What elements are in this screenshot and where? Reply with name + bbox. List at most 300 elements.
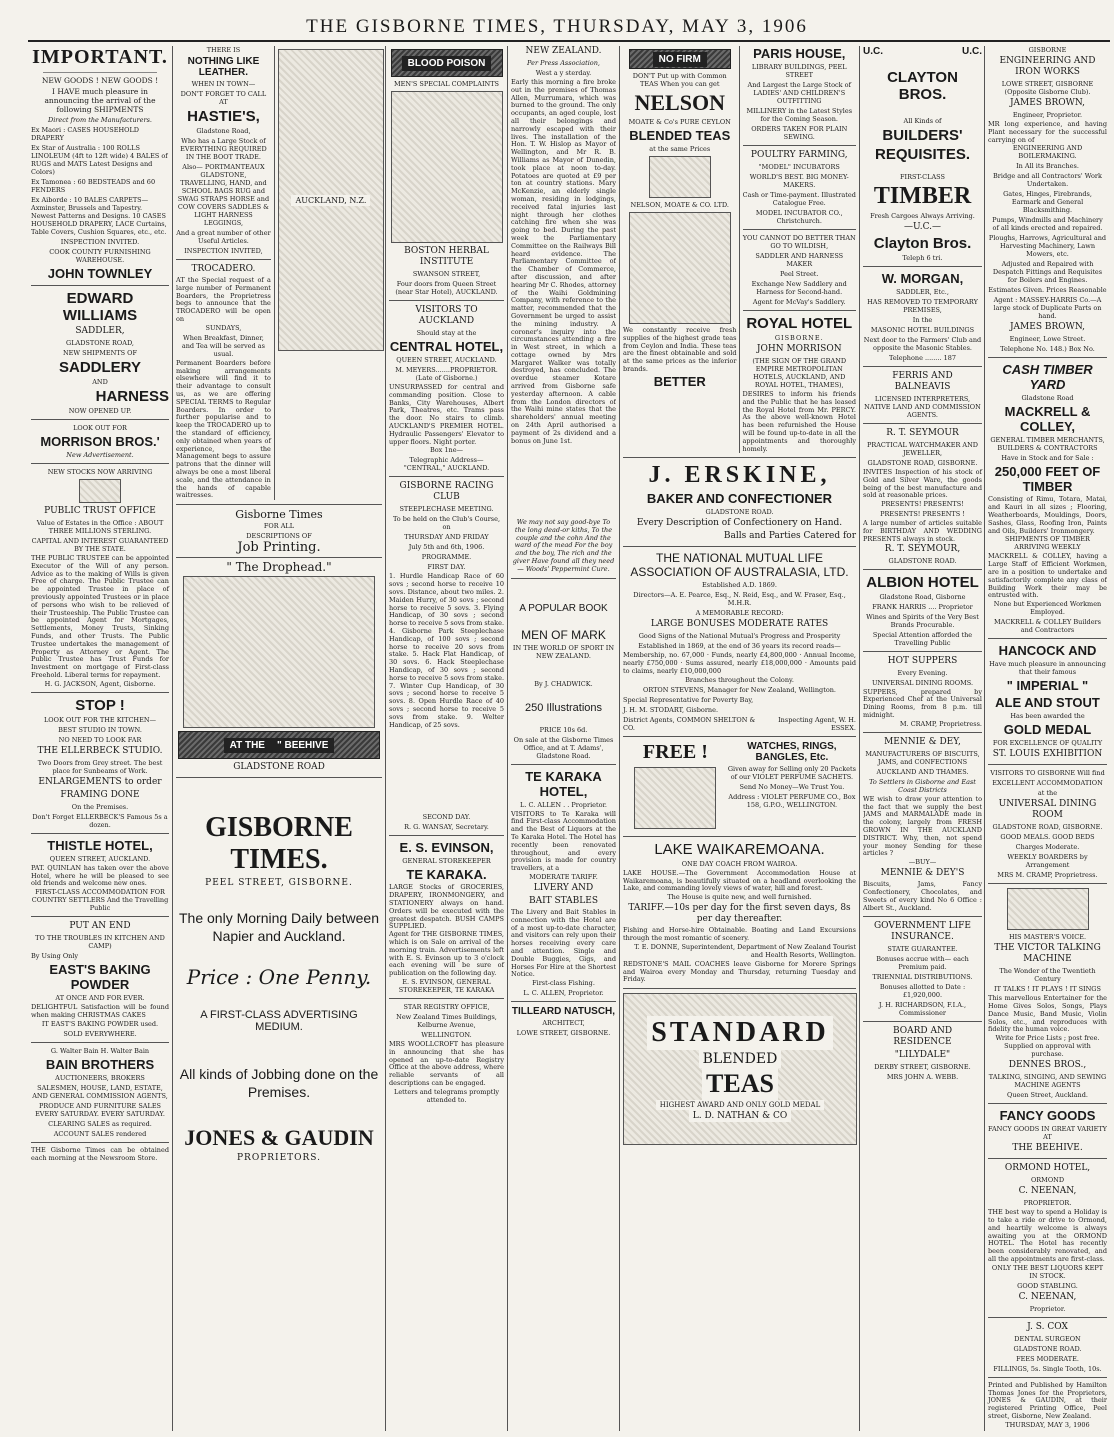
account: ACCOUNT SALES rendered [53,1129,147,1138]
great-number: And a great number of other Useful Articles. [176,229,271,245]
presents-2: PRESENTS! PRESENTS ! [880,510,965,519]
estates-value: Value of Estates in the Office : ABOUT THREE MILLIONS STERLING. [36,519,164,535]
gisborne-engineering-hdr: GISBORNE [1028,46,1067,54]
free-watches-ad [623,741,856,832]
mackrell-2: MACKRELL & COLLEY Builders and Contractors [994,618,1101,635]
district-agents: District Agents, COMMON SHELTON & CO. [623,715,756,732]
who-has: Who has a Large Stock of EVERYTHING REQUIRED IN THE BOOT TRADE. [180,137,267,161]
good-signs: Good Signs of the National Mutual's Progress and Prosperity [638,632,841,641]
practical: PRACTICAL WATCHMAKER AND JEWELLER, [866,441,979,457]
morgan-saddler: SADDLER, Etc., [896,288,949,296]
frank-harris: FRANK HARRIS .... Proprietor [872,602,973,611]
ormond-hotel: ORMOND HOTEL, [1004,1163,1091,1174]
trocadero: TROCADERO. [191,264,256,274]
we-body: We constantly receive fresh supplies of the highest grade teas from Ceylon and India. These teas are the finest obtainable and sold at the same prices as the inferior brands. [623,326,737,373]
column-6a [863,46,985,1431]
all-kinds: All Kinds of [903,117,942,125]
steeplechase: STEEPLECHASE MEETING. [399,505,494,514]
cash-time: Cash or Time-payment. Illustrated Catalogue Free. [742,191,856,207]
pleasure: Have much pleasure in announcing that their famous [989,660,1106,677]
put-end: PUT AN END [69,921,131,932]
redstone: REDSTONE'S MAIL COACHES leave Gisborne for Morere Springs and Wairoa every Monday and Thursday, returning Tuesday and Friday. [623,959,856,984]
imprint-date: THURSDAY, MAY 3, 1906 [1005,1420,1090,1429]
coat-of-arms-image [79,479,121,503]
universal-rooms: UNIVERSAL DINING ROOMS. [871,678,974,687]
given-away: Given away for Selling only 20 Packets of our VIOLET PERFUME SACHETS. [727,764,856,781]
mennie-2: MENNIE & DEY'S [880,868,965,879]
second-day: SECOND DAY. [422,813,471,822]
lilydale: "LILYDALE" [894,1050,951,1061]
to-settlers: To Settlers in Gisborne and East Coast Districts [869,777,976,794]
estimates: Estimates Given. Prices Reasonable [988,286,1107,295]
monument-engraving-image [278,49,384,351]
thursday-friday: THURSDAY AND FRIDAY [404,533,489,542]
bain-names: G. Walter Bain H. Walter Bain [50,1046,150,1055]
for-all: FOR ALL [263,522,295,531]
seymour-2: R. T. SEYMOUR, [884,543,961,554]
house-new: The House is quite new, and well furnished. [667,893,812,902]
two-doors: Two Doors from Grey street. The best place for Sunbeams of Work. [37,758,163,775]
only-best: ONLY THE BEST LIQUORS KEPT IN STOCK. [991,1263,1104,1280]
first-class-acc: FIRST-CLASS ACCOMMODATION FOR COUNTRY SETTLERS And the Travelling Public [31,888,169,913]
model-inc: MODEL INCUBATOR CO., Christchurch. [755,209,843,225]
general-timber: GENERAL TIMBER MERCHANTS, BUILDERS & CONTRACTORS [990,436,1105,453]
look-kitchen: LOOK OUT FOR THE KITCHEN— [43,715,157,724]
men-of-mark: MEN OF MARK [521,627,606,642]
price-one-penny: Price : One Penny. [186,965,372,990]
no-firm-banner [629,49,731,69]
troubles: TO THE TROUBLES IN KITCHEN AND CAMP) [35,934,165,951]
cramp: M. CRAMP, Proprietress. [899,719,982,728]
there-is: THERE IS [206,46,241,54]
telegraph: Telegraphic Address— "CENTRAL," AUCKLAND. [403,456,490,473]
ld-nathan: L. D. NATHAN & CO [689,1110,791,1122]
blood-poison-banner [391,49,503,77]
mennie-tail: Biscuits, Jams, Fancy Confectionery, Chocolates, and Sweets of every kind No 6 Office : Albert St., Auckland. [863,880,982,912]
in-world: IN THE WORLD OF SPORT IN NEW ZEALAND. [512,643,615,660]
te-karaka-hotel: TE KARAKA HOTEL, [525,768,602,799]
pumps: Pumps, Windmills and Machinery of all kinds erected and repaired. [992,216,1103,233]
cash-timber: CASH TIMBER YARD [1002,362,1093,393]
seymour: R. T. SEYMOUR [886,428,959,438]
woolcroft: MRS WOOLLCROFT has pleasure in announcing that she has opened an up-to-date Registry Office at the above address, where reliable servants of all descriptions can be engaged. [389,1039,504,1087]
dont-put: DON'T Put up with Common TEAS When you can get [632,72,727,88]
hasties-ad [176,46,275,500]
special-attention: Special Attention afforded the Travelling Public [872,630,973,647]
proprietors: PROPRIETORS. [236,1153,322,1164]
queen-st-auckland: QUEEN STREET, AUCKLAND. [396,356,497,364]
memorable: A MEMORABLE RECORD: [695,609,784,618]
enlargements: ENLARGEMENTS to order [38,776,162,787]
removed: HAS REMOVED TO TEMPORARY PREMISES, [867,298,978,314]
at-once: AT ONCE AND FOR EVER. [55,994,145,1003]
column-4 [508,46,620,1431]
special-rep: Special Representative for Poverty Bay, [623,695,754,704]
neenan-prop: PROPRIETOR. [1023,1199,1072,1208]
on-sale: On sale at the Gisborne Times Office, and at T. Adams', Gladstone Road. [513,735,614,760]
massey: Agent : MASSEY-HARRIS Co.—A large stock of Duplicate Parts on hand. [993,296,1102,321]
livery: LIVERY AND [533,882,594,893]
triennial: TRIENNIAL DISTRIBUTIONS. [872,973,973,982]
morrison: MORRISON BROS.' [40,434,160,449]
livery-body: The Livery and Bait Stables in connection with the Hotel are of a most up-to-date character, and visitors can rely upon their horses receiving every care and attention. Single and Double Buggies, Gigs, and Horses For Hire at the Shortest Notice. [511,907,616,979]
delightful: DELIGHTFUL Satisfaction will be found when making CHRISTMAS CAKES [31,1003,169,1019]
fancy-goods: FANCY GOODS [999,1108,1096,1124]
new-shipments: NEW SHIPMENTS OF [62,349,138,357]
gisborne-times-title: GISBORNE TIMES. [205,812,353,876]
uc-left: U.C. [863,46,883,57]
adjusted: Adjusted and Repaired with Despatch Fittings and Requisites for Boilers and Engines. [992,260,1103,285]
dental: DENTAL SURGEON [1014,1334,1081,1343]
nelson: NELSON [634,90,725,115]
watches: WATCHES, RINGS, BANGLES, Etc. [747,740,837,763]
branches: Branches throughout the Colony. [685,675,794,684]
ex-tamonea: Ex Tamonea : 60 BEDSTEADS and 60 FENDERS [31,178,156,194]
public-trust: PUBLIC TRUST OFFICE [44,506,156,516]
when-town: WHEN IN TOWN— [191,80,256,88]
ploughs: Ploughs, Harrows, Agricultural and Harvesting Machinery, Lawn Mowers, etc. [988,234,1107,259]
state-guarantee: STATE GUARANTEE. [887,945,958,954]
charges: Charges Moderate. [1015,843,1080,852]
poultry: POULTRY FARMING, [750,150,848,160]
west-yesterday: West a y sterday. [535,69,592,77]
ferris: FERRIS AND BALNEAVIS [892,371,953,392]
timber-body: Consisting of Rimu, Totara, Matai, and Kauri in all sizes ; Flooring, Weatherboards, Mouldings, Doors, Sashes, Glass, Roofing Iron, Paints and Oils, Builders' Ironmongery. [988,495,1107,535]
library: LIBRARY BUILDINGS, PEEL STREET [751,63,847,79]
fillings: FILLINGS, 5s. Single Tooth, 10s. [993,1364,1102,1373]
ex-maori: Ex Maori : CASES HOUSEHOLD DRAPERY [31,126,140,142]
blood-poison-title: BLOOD POISON [402,56,492,71]
job-printing: Job Printing. [237,540,321,556]
fresh-cargoes: Fresh Cargoes Always Arriving. [870,212,975,220]
tea-can-image [649,156,711,198]
cash-timber-road: Gladstone Road [1021,394,1074,403]
nothing-like-leather: NOTHING LIKE LEATHER. [187,56,260,78]
every-evening: Every Evening. [897,668,948,677]
ormond-sub: ORMOND [1030,1176,1065,1185]
gisborne-times-job: Gisborne Times [235,508,323,522]
new-goods: NEW GOODS ! NEW GOODS ! [41,76,159,85]
directors: Directors—A. E. Pearce, Esq., N. Reid, Esq., and W. Fraser, Esq., M.H.R. [633,591,846,608]
column-2 [173,46,386,1431]
beehive-banner [178,731,380,759]
neenan: C. NEENAN, [1018,1186,1077,1197]
royal-hotel: ROYAL HOTEL [746,315,853,332]
evinson: E. S. EVINSON, [399,840,494,856]
column-6 [860,46,1110,1431]
verse: We may not say good-bye To the long dead-or kiths, To the couple and the cohn And the ward of the mead For the boy and the boy, The rich and the giver Have found all they need— Woods' Peppermint Cure. [512,518,615,573]
paris-house-ad [740,46,857,453]
fishing: Fishing and Horse-hire Obtainable. Boating and Land Excursions through the most romantic of scenery. [623,926,856,942]
sold-everywhere: SOLD EVERYWHERE. [63,1029,137,1038]
per-press: Per Press Association, [527,59,600,67]
mr-long: MR long experience, and having Plant necessary for the successful carrying on of [988,120,1107,144]
general-eng: ENGINEERING AND BOILERMAKING. [1012,144,1083,161]
large-bonuses: LARGE BONUSES MODERATE RATES [650,619,829,630]
framing: FRAMING DONE [60,789,140,800]
telephone-187: Telephone ........ 187 [889,354,956,362]
jones-gaudin: JONES & GAUDIN [184,1125,374,1151]
it-talks: IT TALKS ! IT PLAYS ! IT SINGS [994,985,1101,994]
erskine-gladstone: GLADSTONE ROAD. [705,508,774,517]
sewing-machine-image [183,576,375,728]
in-all-branches: In All its Branches. [1016,162,1079,171]
hancock: HANCOCK AND [998,643,1097,659]
gold-medal: GOLD MEDAL [1003,722,1092,738]
inspection-invited: INSPECTION INVITED, [184,247,263,255]
allen: L. C. ALLEN . . Proprietor. [520,800,607,809]
evinson-body: LARGE Stocks of GROCERIES, DRAPERY, IRONMONGERY, and STATIONERY always on hand. Orders will be executed with the greatest despatch. BUSH CAMPS SUPPLIED. [389,883,504,931]
seymour-gladstone-2: GLADSTONE ROAD. [888,556,957,565]
cook-warehouse: COOK COUNTY FURNISHING WAREHOUSE. [49,248,151,264]
lowe-gisborne: LOWE STREET, GISBORNE (Opposite Gisborne Club). [1001,80,1094,96]
violet-address: Address : VIOLET PERFUME CO., Box 158, G.P.O., WELLINGTON. [728,792,856,809]
news-body: Early this morning a fire broke out in the premises of Thomas Allen, Murrumara, which was burned to the ground. The only occupants, an aged couple, lost all their belongings and narrowly escaped with their lives. The installation of the Hon. T. W. Hislop as Mayor of Wellington, and Mr R. B. Williams as Mayor of Dunedin, took place at noon to-day. Potatoes are quoted at £9 per ton at country stations. Mary McKenzie, an elderly single woman, residing in lodgings, received fatal injuries last night through her clothes catching fire when she was going to bed. During the past week the Parliamentary Committee on the Railways Bill heard evidence. The Parliamentary Committee of the Chamber of Commerce, after discussion, and after hearing Mr C. Rhodes, attorney of the Waihi Goldmining Company, with reference to the matter, recommended that the Government be urged to assist the mining industry. A coroner's inquiry into the circumstances attending a fire in West street, in which a cottage owned by Mrs Margaret Walker was totally destroyed, has concluded. The overdue steamer Kotare arrived from Gisborne safe yesterday afternoon. A cable from the London directors of the Waihi mine states that the shareholders' annual meeting on 24th April authorised a payment of 2s dividend and a bonus on June 1st. [511,79,616,445]
inspection: INSPECTION INVITED. [60,238,140,246]
suppers: SUPPERS, prepared by Experienced Chef at the Universal Dining Rooms, from 8 p.m. till midnight. [863,687,982,719]
albion: ALBION HOTEL [866,573,979,591]
free: FREE ! [642,740,708,763]
blended-label: BLENDED [699,1050,782,1068]
morgan: W. MORGAN, [881,271,964,286]
established: Established A.D. 1869. [702,581,777,590]
mens-special: MEN'S SPECIAL COMPLAINTS [394,80,499,88]
column-5 [620,46,860,1431]
bonuses-2: Bonuses allotted to Date : £1,920,000. [879,983,966,1000]
ex-aiborde: Ex Aiborde : 10 BALES CARPETS—Axminster, Brussels and Tapestry. Newest Patterns and Designs. 10 CASES HOUSEHOLD DRAPERY, LACE Curtains, Table Covers, Cushion Squares, etc., etc. [31,196,167,236]
evinson-agent: Agent for THE GISBORNE TIMES, which is on Sale on arrival of the morning train. Advertisements left with E. S. Evinson up to 3 o'clock each evening will be sure of publication on the following day. [389,930,504,978]
queen-st: QUEEN STREET, AUCKLAND. [49,854,151,863]
beehive-at: AT THE [224,738,271,753]
st-louis: ST. LOUIS EXHIBITION [992,749,1103,760]
saddler-harness: SADDLER AND HARNESS MAKER [755,252,844,268]
beehive-fancy: THE BEEHIVE. [1012,1143,1083,1154]
cox-road: GLADSTONE ROAD. [1013,1344,1082,1353]
jackson: H. G. JACKSON, Agent, Gisborne. [44,679,156,688]
excellence: FOR EXCELLENCE OF QUALITY [992,739,1103,748]
easts: EAST'S BAKING POWDER [49,962,151,993]
box-1: Box 1ne— [429,446,464,455]
star-registry: STAR REGISTRY OFFICE, [403,1002,490,1011]
proprietor-2: Proprietor. [1029,1304,1066,1313]
popular-book: A POPULAR BOOK [519,602,608,614]
orders: ORDERS TAKEN FOR PLAIN SEWING. [751,125,848,141]
free-right [728,741,856,832]
new-stocks: NEW STOCKS NOW ARRIVING [47,468,153,476]
shipments-weekly: SHIPMENTS OF TIMBER ARRIVING WEEKLY [1005,535,1090,552]
uc-3: —U.C.— [903,222,942,232]
gramophone-dog-image [1007,888,1089,930]
tel-box: Telephone No. 148.) Box No. [1000,345,1095,354]
agents-row [623,716,856,732]
wildish: YOU CANNOT DO BETTER THAN GO TO WILDISH, [742,234,856,250]
new-adv: New Advertisement. [66,451,134,459]
lowe-street: LOWE STREET, GISBORNE. [516,1029,611,1038]
james-brown-2: JAMES BROWN, [1009,322,1086,333]
fees: FEES MODERATE. [1016,1354,1079,1363]
albion-road: Gladstone Road, Gisborne [879,592,966,601]
masthead-title: THE GISBORNE TIMES, THURSDAY, MAY 3, 1906 [306,16,808,37]
studart: J. H. M. STODART, Gisborne. [623,705,719,714]
lake-heading: LAKE WAIKAREMOANA. [654,840,825,858]
uc-right: U.C. [962,46,982,57]
dophead: " The Drophead." [226,560,332,575]
best-studio: BEST STUDIO IN TOWN. [58,725,142,734]
orton: ORTON STEVENS, Manager for New Zealand, Wellington. [642,685,836,694]
mennie: MENNIE & DEY, [884,736,961,747]
masthead [0,0,1114,44]
dennes: DENNES BROS., [1008,1060,1087,1071]
column-6-split [863,46,1107,1431]
tariff: TARIFF.—10s per day for the first seven days, 8s per day thereafter. [628,903,851,925]
standard: STANDARD [647,1016,833,1050]
have-much: I HAVE much pleasure in announcing the arrival of the following SHIPMENTS [44,87,156,114]
cramp-2: MRS M. CRAMP, Proprietress. [997,871,1098,880]
his-masters-voice: HIS MASTER'S VOICE. [1008,933,1087,942]
highest-award: HIGHEST AWARD AND ONLY GOLD MEDAL [656,1100,824,1110]
good-meals: GOOD MEALS. GOOD BEDS [1000,833,1095,842]
at-same: at the same Prices [649,145,711,153]
general-storekeeper: GENERAL STOREKEEPER [402,857,491,866]
first-class: FIRST-CLASS [900,173,945,181]
on-premises: On the Premises. [71,802,129,811]
invites: INVITES Inspection of his stock of Gold and Silver Ware, the goods being of the best manufacture and sold at reasonable prices. [863,468,982,500]
produce: PRODUCE AND FURNITURE SALES EVERY SATURDAY. EVERY SATURDAY. [35,1101,165,1118]
column-3 [386,46,508,1431]
eng-prop: Engineer, Proprietor. [1012,111,1083,119]
by-using: By Using Only [31,952,79,961]
newspaper-columns [28,46,1110,1431]
requisites: REQUISITES. [874,146,971,163]
builders: BUILDERS' [882,127,963,144]
gladstone-road: GLADSTONE ROAD, [66,339,134,347]
auctioneers: AUCTIONEERS, BROKERS [55,1073,145,1082]
te-karaka-visitors: VISITORS to Te Karaka will find First-class Accommodation and the Best of Liquors at the Te Karaka Hotel. The Hotel has recently been renovated throughout, and every provision is made for country travellers, at a [511,809,616,873]
visitors-auckland: VISITORS TO AUCKLAND [415,305,478,326]
moate: MOATE & Co's PURE CEYLON [628,118,731,126]
williams: EDWARD WILLIAMS [62,290,138,324]
marvellous: This marvellous Entertainer for the Home Gives Solos, Songs, Plays Dance Music, Band Music, Violin Solos, etc., and reproduces with fidelity the human voice. [988,994,1107,1034]
by-chadwick: By J. CHADWICK. [534,679,593,688]
bait-stables: BAIT STABLES [528,895,599,906]
te-karaka: TE KARAKA. [406,867,487,883]
to-be-held: To be held on the Club's Course, on [392,515,501,532]
wines: Wines and Spirits of the Very Best Brands Procurable. [866,612,979,629]
write-price: Write for Price Lists ; post free. Supplied on approval with purchase. [995,1034,1100,1059]
masonic: MASONIC HOTEL BUILDINGS [870,326,975,334]
nelson-paris-row [623,46,856,453]
illustrations: 250 Illustrations [524,701,603,714]
column-6b [985,46,1107,1431]
clayton: CLAYTON BROS. [887,69,958,103]
it-easts: IT EAST'S BAKING POWDER used. [41,1019,159,1028]
dont-forget-call: DON'T FORGET TO CALL AT [180,90,267,106]
james-brown: JAMES BROWN, [1009,98,1086,108]
harness: HARNESS [95,388,169,405]
masthead-rule [28,40,1110,42]
ormond-body: THE best way to spend a Holiday is to take a ride or drive to Ormond, and heartily welcome is always awaiting you at the ORMOND HOTEL. The Hotel has recently been considerably renovated, and all the appointments are first-class. [988,1208,1107,1263]
when-served: When Breakfast, Dinner, and Tea will be served as usual. [181,333,265,358]
programme: PROGRAMME. [421,553,472,562]
architect: ARCHITECT, [542,1019,585,1028]
now-opened: NOW OPENED UP. [68,407,132,415]
bridge-work: Bridge and all Contractors' Work Undertaken. [993,172,1102,189]
monument-ad [275,46,382,354]
world-best: WORLD'S BEST. BIG MONEY-MAKERS. [749,173,849,189]
queen-auckland: Queen Street, Auckland. [1007,1091,1088,1100]
allen-2: L. C. ALLEN, Proprietor. [523,989,604,998]
capital-guarantee: CAPITAL AND INTEREST GUARANTEED BY THE STATE. [31,537,169,553]
swanson: SWANSON STREET, [412,270,481,278]
presents: PRESENTS! PRESENTS! [881,500,964,509]
saddlery: SADDLERY [59,359,141,376]
excellent-acc: EXCELLENT ACCOMMODATION [992,779,1103,788]
teas: TEAS [702,1068,778,1100]
morrison-sub: (THE SIGN OF THE GRAND EMPIRE METROPOLITAN HOTELS, AUCKLAND, AND ROYAL HOTEL, THAMES), [752,357,847,389]
also-list: Also— PORTMANTEAUX GLADSTONE, TRAVELLING, HAND, and SCHOOL BAGS RUG and SWAG STRAPS HORSE and COW COVERS SADDLES & LIGHT HARNESS LEGGINGS, [177,163,270,227]
send-no-money: Send No Money—We Trust You. [739,782,845,791]
wansay: R. G. WANSAY, Secretary. [404,823,489,832]
wellington: WELLINGTON. [421,1030,472,1039]
blood-poison-text-block [391,91,503,243]
buy: —BUY— [908,858,937,867]
mrs-webb: MRS JOHN A. WEBB. [886,1073,959,1082]
tilleard: TILLEARD NATUSCH, [511,1006,616,1018]
watches-image [634,767,716,829]
bonuses: Bonuses accrue with— each Premium paid. [876,955,969,972]
first-class-medium: A FIRST-CLASS ADVERTISING MEDIUM. [200,1009,358,1034]
clearing: CLEARING SALES as required. [48,1119,152,1128]
printed-by: Printed and Published by Hamilton Thomas Jones for the Proprietors, JONES & GAUDIN, at their registered Printing Office, Peel street, Gisborne, New Zealand. [988,1380,1107,1420]
trust-body: THE PUBLIC TRUSTEE can be appointed Executor of the Will of any person. Advice as to the making of Wills is given Free of charge. The Public Trustee can be appointed Trustee in place of previously appointed Trustees or in place of persons who wish to be relieved of their Trusteeship. The Public Trustee can be appointed Agent for Mortgages, Settlements, Money Trusts, Sinking Funds, and other Trusts. The Public Trustee undertakes the management of Property as Attorney or Agent. The Public Trustee has Trust Funds for Investment on mortgage of First-class Freehold. Liberal terms for repayment. [31,554,169,679]
model: "MODEL" INCUBATORS [758,163,840,171]
paris-house: PARIS HOUSE, [753,46,846,61]
beehive-name: " BEEHIVE [271,738,334,753]
all-kinds-jobbing: All kinds of Jobbing done on the Premises. [179,1066,379,1101]
only-morning-daily: The only Morning Daily between Napier and Auckland. [179,910,379,945]
imperial: " IMPERIAL " [1006,678,1089,694]
john-morrison: JOHN MORRISON [756,344,842,354]
feet-of-timber: 250,000 FEET OF TIMBER [994,464,1101,495]
weekly-boarders: WEEKLY BOARDERS by Arrangement [1007,853,1088,870]
auckland-thames: AUCKLAND AND THAMES. [876,767,969,776]
baker: BAKER AND CONFECTIONER [646,491,833,507]
boston-herbal: BOSTON HERBAL INSTITUTE [404,246,489,267]
letters: Letters and telegrams promptly attended to. [394,1087,499,1104]
peel-st: Peel Street. [780,270,819,278]
donne: T. E. DONNE, Superintendent, Department of New Zealand Tourist and Health Resorts, Wellington. [634,942,856,959]
large-number: A large number of articles suitable for BIRTHDAY AND WEDDING PRESENTS always in stock. [863,519,982,543]
thistle: THISTLE HOTEL, [47,837,153,853]
mutual-stats: Membership, no. 67,000 · Funds, nearly £4,800,000 · Annual Income, nearly £750,000 · Sums assured, nearly £18,000,000 · Amounts paid to claims, nearly £10,000,000 [623,651,856,675]
royal-body: DESIRES to inform his friends and the Public that he has leased the Royal Hotel from Mr. PERCY. As the above well-known Hotel has been refurnished the House will be found up-to-date in all the appointments and thoroughly homely. [742,390,856,453]
hot-suppers: HOT SUPPERS [887,655,958,666]
fancy-sub: FANCY GOODS IN GREAT VARIETY AT [988,1125,1107,1142]
wonder: The Wonder of the Twentieth Century [999,967,1096,984]
moderate-tariff: MODERATE TARIFF. [529,872,598,881]
tea-garden-image [629,212,731,324]
lake-body: LAKE HOUSE.—The Government Accommodation House at Waikaremoana, is beautifully situated on a headland overlooking the Lake, and commanding lovely views of water, hill and forest. [623,868,856,893]
exchange: Exchange New Saddlery and Harness for Second-hand. [751,280,847,296]
beehive-road: GLADSTONE ROAD [233,762,325,773]
stop-heading: STOP ! [75,696,125,714]
hasties: HASTIE'S, [187,108,260,125]
dont-forget: Don't Forget ELLERBECK'S Famous 5s a dozen. [32,812,168,829]
every-desc: Every Description of Confectionery on Hand. [636,518,843,529]
nelson-co: NELSON, MOATE & CO. LTD. [630,201,729,209]
bain: BAIN BROTHERS [45,1056,155,1072]
universal-dining: UNIVERSAL DINING ROOM [998,799,1097,821]
